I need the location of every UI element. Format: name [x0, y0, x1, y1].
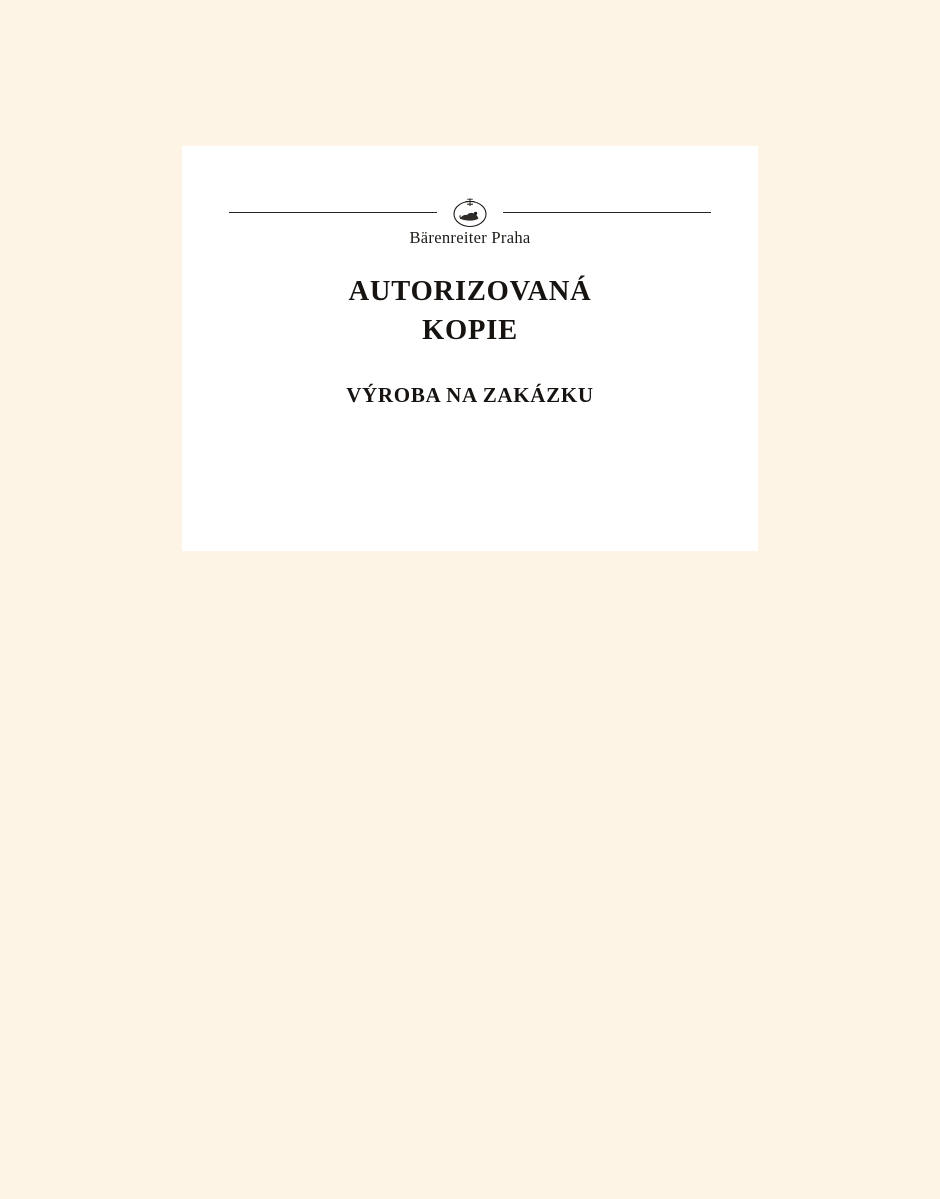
rule-right [503, 212, 711, 213]
rule-left [229, 212, 437, 213]
baerenreiter-bear-seal-icon [447, 192, 493, 232]
page-subtitle: VÝROBA NA ZAKÁZKU [346, 383, 594, 407]
publisher-imprint: Bärenreiter Praha [409, 228, 531, 247]
page-title-line-1: AUTORIZOVANÁ [348, 276, 592, 307]
publisher-logo-band [182, 192, 758, 232]
page-title [182, 272, 758, 350]
page-title-line-2: KOPIE [422, 315, 518, 346]
authorized-copy-certificate [182, 146, 758, 551]
